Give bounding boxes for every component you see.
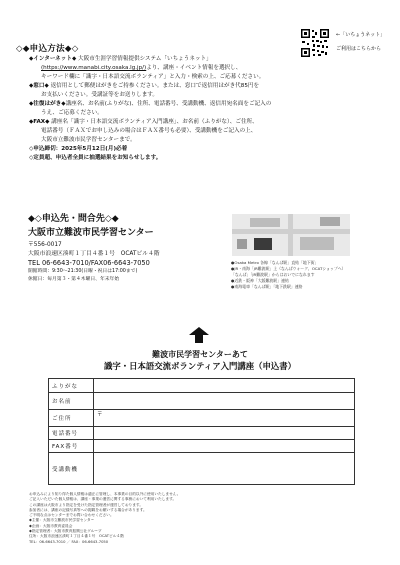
fax-line-2: 電話番号（ＦＡＸでお申し込みの場合はＦＡＸ番号も必要）、受講動機をご記入の上、 bbox=[41, 128, 257, 134]
form-row-fax bbox=[49, 440, 355, 453]
form-label: お名前 bbox=[49, 393, 94, 410]
note-line: ご不明な点はセンターまでお問い合わせください。 bbox=[29, 513, 114, 518]
mail-line-2: お支払いください。受講証等をお送りします。 bbox=[41, 92, 159, 98]
postcard-tag: ◆往復はがき◆ bbox=[29, 101, 66, 107]
map-caption-line: ●Osaka Metro 各線「なんば駅」直結「地下街」 bbox=[231, 260, 319, 265]
fax-field[interactable] bbox=[94, 440, 355, 453]
closed-days: 休館日：毎月第３・第４木曜日、年末年始 bbox=[28, 277, 120, 283]
form-row-phone bbox=[49, 427, 355, 440]
internet-text-2: より、講座・イベント情報を選択し、 bbox=[146, 65, 242, 71]
note-line: 住所：大阪市浪速区湊町１丁目４番１号 OCATビル４階 bbox=[29, 534, 124, 539]
postcard-text-1: 講座名、お名前(ふりがな)、住所、電話番号、受講動機、返信用宛名面をご記入の bbox=[65, 101, 272, 107]
note-line: ◆主催：大阪市立難波市民学習センター bbox=[29, 518, 95, 523]
fax-line-3: 大阪市立難波市民学習センターまで。 bbox=[41, 137, 136, 143]
deadline: ◇申込締切：2025年5月12日(月)必着 bbox=[29, 146, 128, 152]
note-line: 参加者には、講座の記録写真等への掲載をお願いする場合があります。 bbox=[29, 507, 147, 512]
furigana-field[interactable] bbox=[94, 379, 355, 393]
qr-caption-2: ご利用はこちらから bbox=[336, 46, 382, 52]
postcard-line-1 bbox=[29, 100, 374, 109]
mail-line-1 bbox=[29, 82, 374, 91]
form-row-motivation bbox=[49, 453, 355, 485]
access-map bbox=[232, 214, 350, 256]
application-form bbox=[48, 378, 355, 485]
map-caption-line: ●南海電車「なんば駅」「地下鉄駅」連絡 bbox=[231, 284, 303, 289]
form-title: 識字・日本語交流ボランティア入門講座（申込書） bbox=[104, 361, 296, 371]
center-name: 大阪市立難波市民学習センター bbox=[28, 228, 154, 238]
form-row-furigana bbox=[49, 379, 355, 393]
zip-code: 〒556-0017 bbox=[28, 242, 62, 248]
ichou-net-link[interactable]: (https://www.manabi.city.osaka.lg.jp/) bbox=[41, 65, 147, 71]
method-title: ◇◆申込方法◆◇ bbox=[16, 44, 79, 54]
form-label: FAX番号 bbox=[49, 440, 94, 453]
form-addressee: 難波市民学習センターあて bbox=[152, 350, 248, 359]
note-line: ◆指定管理者：大阪市教育振興公社グループ bbox=[29, 529, 102, 534]
address: 大阪市浪速区湊町１丁目４番１号 OCATビル４階 bbox=[28, 250, 160, 257]
note-line: お申込みにより知り得た個人情報は適正に管理し、本事業の目的以外に使用いたしません。 bbox=[29, 492, 181, 496]
form-row-address bbox=[49, 410, 355, 427]
form-row-name bbox=[49, 393, 355, 410]
internet-line-3: キーワード欄に「識字・日本語交流ボランティア」と入力・検索の上、ご応募ください。 bbox=[41, 74, 265, 80]
qr-caption-1: ←「いちょうネット」 bbox=[336, 32, 386, 38]
qr-code-icon[interactable] bbox=[300, 28, 330, 58]
fax-tag: ◆FAX◆ bbox=[29, 119, 50, 125]
contact-block bbox=[28, 211, 228, 284]
arrow-up-icon bbox=[189, 327, 209, 343]
address-field[interactable]: 〒 bbox=[94, 410, 355, 427]
map-caption-line: 「なんば」「JR難波駅」からはおいでになれます bbox=[231, 272, 315, 277]
internet-tag: ◆インターネット◆ bbox=[29, 56, 77, 62]
map-caption-line: ●近鉄・阪神「大阪難波駅」連結 bbox=[231, 278, 289, 283]
note-line: ご記入いただいた個人情報は、講座・事業の運営に関する事務において利用いたします。 bbox=[29, 497, 177, 502]
note-line: TEL：06-6643-7010 ／ FAX：06-6643-7050 bbox=[29, 539, 109, 544]
motivation-field[interactable] bbox=[94, 453, 355, 485]
fine-print bbox=[29, 492, 374, 545]
map-caption bbox=[231, 260, 381, 290]
fax-text-1: 講座名「識字・日本語交流ボランティア入門講座」、お名前（ふりがな）、ご住所、 bbox=[51, 119, 258, 125]
postcard-line-2: うえ、ご応募ください。 bbox=[41, 110, 103, 116]
fax-line-1 bbox=[29, 118, 374, 127]
form-label: 電話番号 bbox=[49, 427, 94, 440]
counter-tag: ◆窓口◆ bbox=[29, 83, 49, 89]
map-caption-line: ●JR・南海「JR難波駅」上（なんばウォーク、OCATショップへ） bbox=[231, 266, 346, 271]
opening-hours: 開館時間：9:30～21:30(日曜・祝日は17:00まで) bbox=[28, 269, 138, 275]
tel-fax: TEL 06-6643-7010/FAX06-6643-7050 bbox=[28, 259, 150, 268]
internet-text-1: 大阪市生涯学習情報提供システム「いちょうネット」 bbox=[78, 56, 212, 62]
form-label: ご住所 bbox=[49, 410, 94, 427]
mail-text-1: 返信用として郵便はがきをご持参ください。または、窓口で返信用はがき代85円を bbox=[50, 83, 260, 89]
lottery-note: ◇定員超、申込者全員に抽選結果をお知らせします。 bbox=[29, 155, 162, 161]
internet-line-1 bbox=[29, 55, 374, 64]
contact-title: ◆◇申込先・問合先◇◆ bbox=[28, 214, 119, 224]
note-line: この講座は大阪市より指定を受けた指定管理者が運営しております。 bbox=[29, 502, 144, 507]
note-line: ◆企画：大阪市教育委員会 bbox=[29, 523, 73, 528]
method-list bbox=[29, 55, 374, 163]
internet-line-2 bbox=[29, 64, 374, 73]
phone-field[interactable] bbox=[94, 427, 355, 440]
name-field[interactable] bbox=[94, 393, 355, 410]
form-label: ふりがな bbox=[49, 379, 94, 393]
form-label: 受講動機 bbox=[49, 453, 94, 485]
